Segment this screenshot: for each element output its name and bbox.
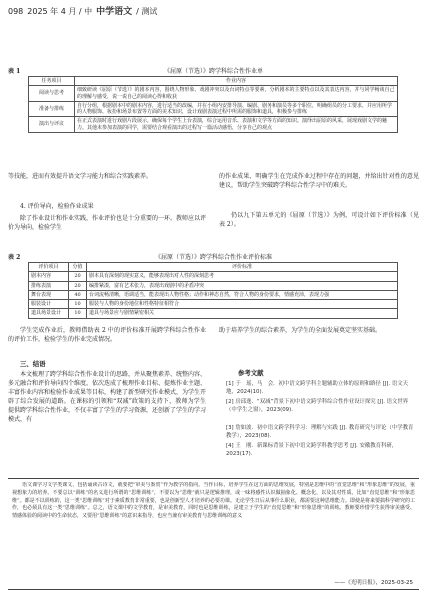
table1-cell-content: 在正式表演时进行戏剧片段展示，确保每个学生上台表演，综合运用音乐、表演和文学等方面的知识。演绎出屈原的风采，展现戏剧文学的魅力。其他未参加表演的同学，需要结合观看演出的过程写一篇活动感悟，分享自己的观点 xyxy=(75,117,398,133)
table-row xyxy=(29,290,398,299)
table1-header-item: 任务项目 xyxy=(29,77,75,86)
body-paragraph: 的作业成果，明确学生在完成作业过程中存在的问题，并给出针对性的意见建议，帮助学生突破跨学科综合性学习中的难关。 xyxy=(219,173,419,189)
table2-cell-item: 剧本内容 xyxy=(29,272,69,281)
references-title: 参考文献 xyxy=(238,369,264,377)
reference-item: [3] 詹如波．初中语文跨学科学习：理解与实践 [J]. 教育研究与评论（中学教育教学），2023(08). xyxy=(226,425,414,439)
table2-cell-score: 10 xyxy=(69,300,87,309)
table2-cell-item: 服装设计 xyxy=(29,300,69,309)
body-paragraph: 仍以九下第五单元的《屈原（节选）》为例，可设计如下评价标准（见表 2）。 xyxy=(219,212,419,228)
table-row xyxy=(29,281,398,290)
quote-source: ——《光明日报》，2025-03-25 xyxy=(334,580,413,586)
table2-caption: 《屈原（节选）》跨学科综合性作业评价标准 xyxy=(154,254,272,261)
body-paragraph: 本文梳理了跨学科综合性作业设计的思路，并从聚焦素养、统整内容、多元融合和评价导向四个维度，依次迭成了梳理作业目标、提炼作业主题、丰富作业内容和检验作业成果等目标，构建了新型研究作业模式，为学生开辟了综合发展的道路。在课标的引领和“双减”政策的支持下，教师为学生提供跨学科综合性作业，不仅丰富了学生的学习资源，还创新了学生的学习模式，有 xyxy=(8,371,207,423)
table2-cell-score: 20 xyxy=(69,272,87,281)
table2-cell-criterion: 服装与人物的身份地位和性格特征相符合 xyxy=(87,300,398,309)
journal-logo: 中学语文 xyxy=(96,7,133,17)
table1 xyxy=(28,76,398,133)
reference-item: [4] 王 刚．新课标背景下初中语文跨学科教学思考 [J]. 安徽教育科研，2023(17). xyxy=(226,443,398,457)
table1-header-content: 作业内容 xyxy=(75,77,398,86)
table2-cell-score: 40 xyxy=(69,290,87,299)
table1-cell-content: 细致研读《屈原（节选）》的剧本内容，围绕人物形象、戏剧冲突以及台词特点等要素，分析剧本的主要特点以及其表达内容，并与同学畅谈自己的理解与感受，说一说自己的阅读心得和收获 xyxy=(75,86,398,102)
table2-header-score: 分值 xyxy=(69,263,87,272)
body-paragraph: 等技能，进而有效提升语文学习能力和综合实践素养。 xyxy=(8,173,153,180)
body-paragraph: 助于培养学生的综合素养，为学生的全面发展奠定坚实基础。 xyxy=(219,327,382,334)
reference-item: [2] 房邱逸．“双减”背景下初中语文跨学科综合性作业设计探究 [J]. 语文世界（中学生之窗），2023(09). xyxy=(226,399,409,413)
table1-cell-item: 演出与评议 xyxy=(29,117,75,133)
table2 xyxy=(28,262,398,319)
running-header xyxy=(8,4,157,17)
table1-cell-content: 自行分组，根据剧本中的剧本内容，进行适当的改编，并在小组内安排导演、编剧、剧务和演员等多个职位，明确组员的分工要求，并应用所学的人物服饰、妆扮和场景布置等方面的美术知识，设计戏剧表演过程中所需的服饰和道具，积极参与排练 xyxy=(75,101,398,117)
table1-label: 表 1 xyxy=(8,68,21,75)
table2-cell-score: 10 xyxy=(69,309,87,318)
table2-cell-score: 20 xyxy=(69,281,87,290)
table-row xyxy=(29,101,398,117)
table-row xyxy=(29,272,398,281)
table1-cell-item: 准备与排练 xyxy=(29,101,75,117)
issue-date: 2025 年 4 月 / 中 xyxy=(27,7,93,16)
page-number: 098 xyxy=(8,7,24,16)
quote-box-text: 语文课学习文学类课文，包括诵读古诗文，就要把“审美与鉴赏”作为教学的指向，当作目标，培养学生在这方面的思维发展，特别是思维中的“直觉思维”和“形象思维”的发展，重视想象力的培养。不要总以“训练”的名义进行所谓的“思维训练”，不要以为“思维”就只是逻辑推理，或一味将感性认识做抽象化、概念化，以及其对性质、比如“直觉思维”和“形象思维”。都是不以训练的，这一类“思维训练”对于素质教育非常重要，也是创新型人才培养的必要功课。无论学生日后从事什么职业，都需要这种思维能力。即使是将来要搞科学研究的工作，也必须具有这一类“思维训练”。总之，语文课中的文学教育，是审美教育，同时也是思维训练，是建立于学生的“直觉思维”和“形象思维”的训练。教师要珍惜学生获得审美感受、情感体验的阅读中的生命状态，又要用“思维训练”的意识来指导，也应当兼有审美教育与思维训练的意义 xyxy=(12,482,415,519)
table2-cell-item: 排练表演 xyxy=(29,281,69,290)
section-heading: 三、结语 xyxy=(20,360,46,368)
table2-cell-criterion: 台词流畅清晰，语调适当，能表现出人物性格；动作和神态自然，符合人物的身份要求，情感充沛，表现力强 xyxy=(87,290,398,299)
table-row xyxy=(29,309,398,318)
table-row xyxy=(29,117,398,133)
table2-header-item: 评价项目 xyxy=(29,263,69,272)
body-paragraph: 除了作业设计和作业实践，作业评价也是十分重要的一环。教师应以评价为导向，检验学生 xyxy=(8,215,207,231)
table2-cell-item: 舞台表现 xyxy=(29,290,69,299)
table-row xyxy=(29,300,398,309)
table2-cell-criterion: 剧本具有深刻的现实意义，能够表现出对人性的深刻思考 xyxy=(87,272,398,281)
table2-label: 表 2 xyxy=(8,254,21,261)
table2-cell-criterion: 道具与场景应与剧情紧密相关 xyxy=(87,309,398,318)
table-row xyxy=(29,86,398,102)
subsection-heading: 4. 评价导向，检验作业成果 xyxy=(20,203,94,210)
body-paragraph: 学生完成作业后，教师借助表 2 中的评价标准开展跨学科综合性作业的评价工作，检验学生的作业完成情况。 xyxy=(8,327,206,343)
table2-cell-item: 道具场景设计 xyxy=(29,309,69,318)
table2-cell-criterion: 编排紧凑，富有艺术张力，表现出戏剧中的矛盾冲突 xyxy=(87,281,398,290)
table2-header-criterion: 评价标准 xyxy=(87,263,398,272)
table1-cell-item: 阅读与思考 xyxy=(29,86,75,102)
table1-caption: 《屈原（节选）》跨学科综合性作业单 xyxy=(163,68,263,75)
section-name: / 测试 xyxy=(136,7,158,16)
reference-item: [1] 于 瑶，马 会．初中语文跨学科主题辅助立体的原则和路径 [J]. 语文天地，2024(10). xyxy=(226,381,409,395)
